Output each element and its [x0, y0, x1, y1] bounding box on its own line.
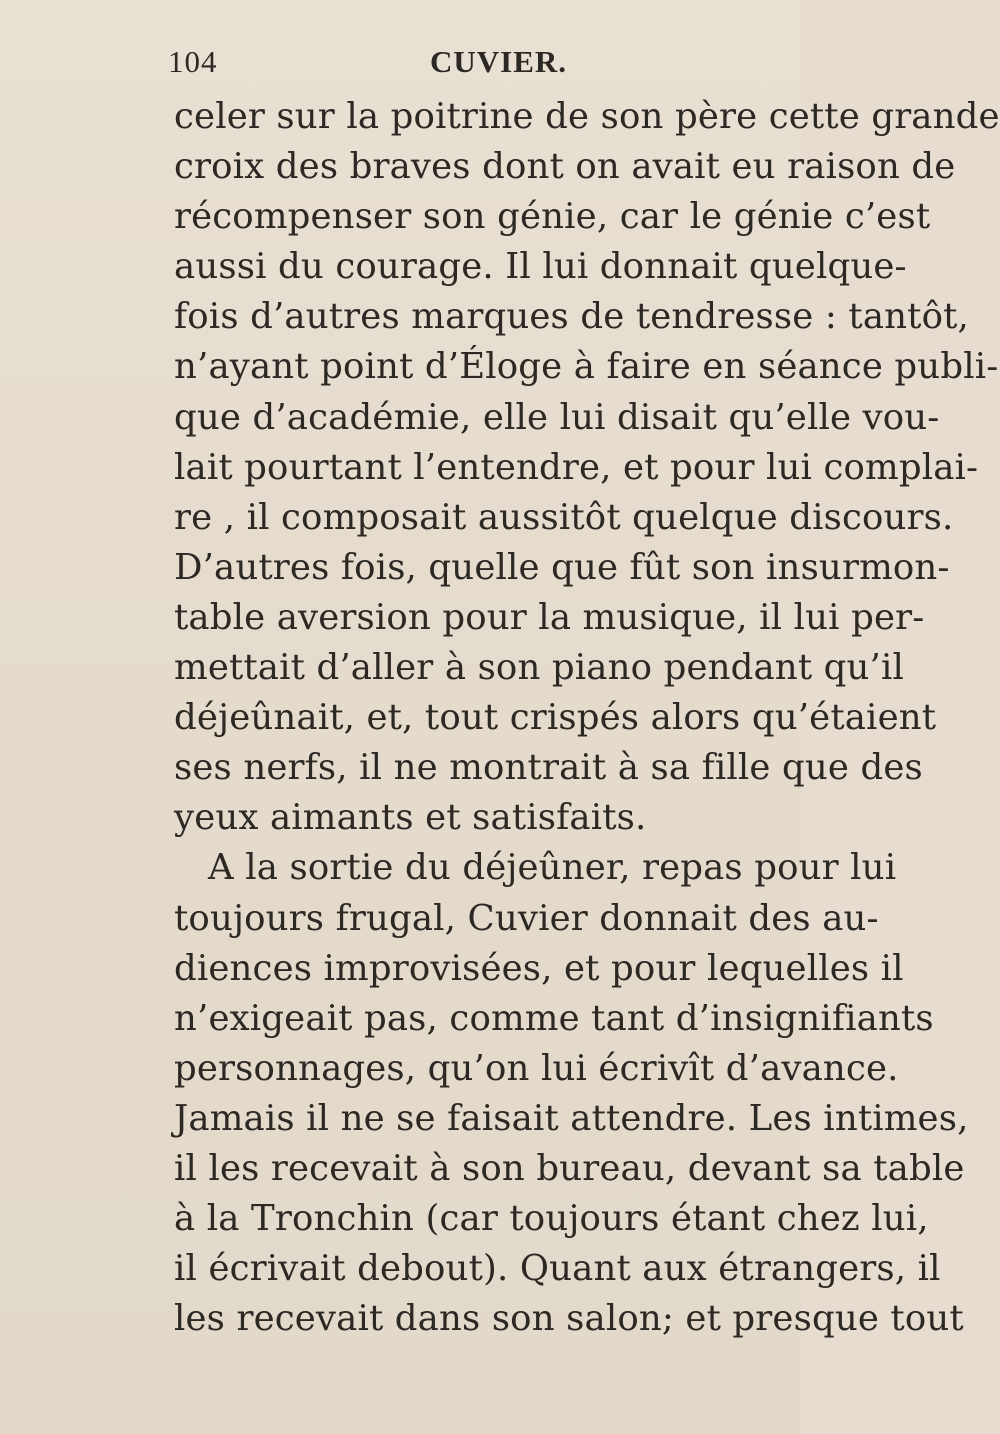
text-line: fois d’autres marques de tendresse : tantôt,	[174, 296, 969, 338]
text-line: toujours frugal, Cuvier donnait des au-	[174, 897, 879, 939]
text-line: les recevait dans son salon; et presque tout	[174, 1298, 964, 1340]
text-line: celer sur la poitrine de son père cette grande	[174, 96, 1000, 137]
body-text	[174, 92, 1000, 1344]
text-line: déjeûnait, et, tout crispés alors qu’étaient	[174, 697, 937, 739]
text-line: mettait d’aller à son piano pendant qu’il	[174, 647, 904, 689]
text-line: récompenser son génie, car le génie c’est	[174, 196, 931, 238]
text-line: n’ayant point d’Éloge à faire en séance publi-	[174, 346, 999, 388]
running-title: CUVIER.	[430, 44, 568, 79]
text-line: D’autres fois, quelle que fût son insurmon-	[174, 546, 950, 588]
text-line: diences improvisées, et pour lequelles il	[174, 947, 904, 989]
text-line: aussi du courage. Il lui donnait quelque-	[174, 246, 907, 288]
text-line: croix des braves dont on avait eu raison de	[174, 146, 956, 188]
text-line: n’exigeait pas, comme tant d’insignifiants	[174, 997, 934, 1039]
text-line: lait pourtant l’entendre, et pour lui complai-	[174, 446, 979, 488]
text-line: que d’académie, elle lui disait qu’elle vou-	[174, 396, 940, 438]
paragraph-start-line: A la sortie du déjeûner, repas pour lui	[208, 847, 897, 889]
text-line: il écrivait debout). Quant aux étrangers, il	[174, 1248, 941, 1290]
text-line: table aversion pour la musique, il lui per-	[174, 596, 925, 638]
text-line: personnages, qu’on lui écrivît d’avance.	[174, 1047, 899, 1089]
text-line: ses nerfs, il ne montrait à sa fille que des	[174, 747, 923, 789]
text-line: il les recevait à son bureau, devant sa table	[174, 1147, 965, 1189]
page-number: 104	[168, 44, 218, 79]
running-header	[168, 44, 588, 84]
text-line: yeux aimants et satisfaits.	[174, 797, 647, 839]
text-line: à la Tronchin (car toujours étant chez lui,	[174, 1198, 929, 1240]
text-line: Jamais il ne se faisait attendre. Les intimes,	[174, 1097, 969, 1139]
text-line: re , il composait aussitôt quelque discours.	[174, 496, 954, 538]
